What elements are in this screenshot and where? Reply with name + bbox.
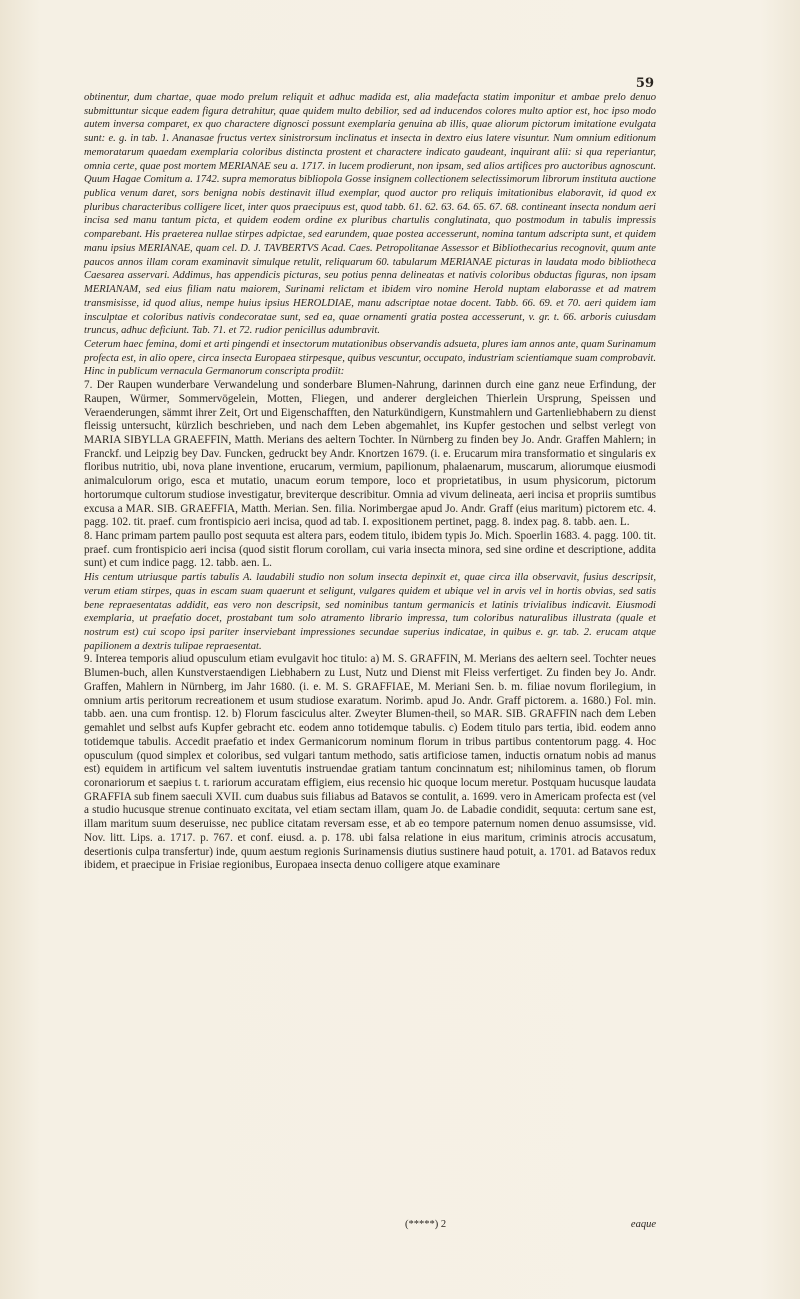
paragraph-6: 9. Interea temporis aliud opusculum etiam evulgavit hoc titulo: a) M. S. GRAFFIN, M. Merians des aeltern seel. Tochter neues Blumen-buch, allen Kunstverstaendigen Liebhabern zu Lust, Nutz und Dienst mit Fleiss verfertiget. Zu finden bey Jo. Andr. Graffen, Mahlern in Nürnberg, im Jahr 1680. (i. e. M. S. GRAFFIAE, M. Meriani Sen. b. m. filiae novum florilegium, in omnium artis peritorum recreationem et usum studiose exaratum. Norimb. apud Jo. Andr. Graff pictorem. a. 1680.) Fol. min. tabb. aen. una cum frontisp. 12. b) Florum fasciculus alter. Zweyter Blumen-theil, so MAR. SIB. GRAFFIN nach dem Leben gemahlet und selbst aufs Kupfer gebracht etc. eodem anno totidemque tabulis. c) Eodem titulo pars tertia, ibid. eodem anno totidemque tabulis. Accedit praefatio et index Germanicorum nominum florum in tribus partibus contentorum pagg. 4. Hoc opusculum (quod simplex et coloribus, sed vulgari tantum methodo, satis artificiose tamen, inductis ornatum nobis ad manus est) equidem in artificum vel saltem iuventutis instruendae gratiam tantum concinnatum est; nihilominus tamen, ob florum coronariorum et saepius t. t. rariorum accuratam effigiem, eius recensio hic quoque locum meretur. Postquam hucusque laudata GRAFFIA sub finem saeculi XVII. cum duabus suis filiabus ad Batavos se contulit, a. 1699. vero in Americam profecta est (vel a studio hucusque strenue continuato excitata, vel etiam sectam illam, quam Jo. de Labadie condidit, sequuta: certum sane est, illam maritum suum deseruisse, nec publice citatam reversam esse, et ab eo tempore paternum nomen denuo assumsisse, vid. Nov. litt. Lips. a. 1717. p. 767. et conf. eiusd. a. p. 178. ubi falsa relatione in eius maritum, criminis atrocis accusatum, desertionis culpa transfertur) inde, quum aestum regionis Surinamensis diutius sustinere haud potuit, a. 1701. ad Batavos redux ibidem, et praecipue in Frisiae regionibus, Europaea insecta denuo colligere atque examinare (84, 653, 656, 872)
paragraph-2: Ceterum haec femina, domi et arti pingendi et insectorum mutationibus observandis adsueta, plures iam annos ante, quam Surinamum profecta est, in alio opere, circa insecta Europaea stirpesque, quibus vescuntur, occupato, industriam scientiamque suam comprobavit. Hinc in publicum vernacula Germanorum conscripta prodiit: (84, 338, 656, 378)
body-text (84, 91, 656, 873)
page-number: 59 (635, 76, 654, 91)
signature-mark: (*****) 2 (405, 1219, 447, 1230)
paragraph-5: His centum utriusque partis tabulis A. laudabili studio non solum insecta depinxit et, quae circa illa observavit, fusius descripsit, verum etiam stirpes, quas in escam suam quaerunt et seligunt, vulgares quidem et ubique vel in arvis vel in hortis obvias, sed satis bene repraesentatas addidit, eas vero non descripsit, sed nominibus tantum germanicis et latinis trivialibus indicavit. Eiusmodi exemplaria, ut praefatio docet, prostabant tum solo atramento librario impressa, tum coloribus naturalibus illustrata (quale et nostrum est) cui scopo ipsi pariter inserviebant impressiones secundae superius indicatae, in quibus e. gr. tab. 2. erucam atque papilionem a dextris tulipae repraesentat. (84, 572, 656, 652)
paragraph-3: 7. Der Raupen wunderbare Verwandelung und sonderbare Blumen-Nahrung, darinnen durch eine ganz neue Erfindung, der Raupen, Würmer, Sommervögelein, Motten, Fliegen, und anderer dergleichen Thierlein Ursprung, Speissen und Veraenderungen, sämmt ihrer Zeit, Ort und Eigenschafften, den Naturkündigern, Kunstmahlern und Gartenliebhabern zu dienst fleissig untersucht, kürzlich beschrieben, und nach dem Leben abgemahlet, ins Kupfer gestochen und selbst verlegt von MARIA SIBYLLA GRAEFFIN, Matth. Merians des aeltern Tochter. In Nürnberg zu finden bey Jo. Andr. Graffen Mahlern; in Franckf. und Leipzig bey Dav. Funcken, gedruckt bey Andr. Knortzen 1679. (i. e. Erucarum mira transformatio et singularis ex floribus nutritio, ubi, nova plane inventione, erucarum, vermium, papilionum, phalaenarum, muscarum, aliorumque eiusmodi animalculorum origo, esca et mutatio, unacum eorum tempore, loco et proprietatibus, in usum physicorum, pictorum hortorumque cultorum studiose investigatur, breviterque describitur. Omnia ad vivum delineata, aeri incisa et propriis sumtibus excusa a MAR. SIB. GRAEFFIA, Matth. Merian. Sen. filia. Norimbergae apud Jo. Andr. Graff (eius maritum) pictorem etc. 4. pagg. 102. tit. praef. cum frontispicio aeri incisa, quod ad tab. I. expositionem pertinet, pagg. 8. index pag. 8. tabb. aen. L. (84, 379, 656, 529)
paragraph-1: obtinentur, dum chartae, quae modo prelum reliquit et adhuc madida est, alia madefacta statim imponitur et ambae prelo denuo submittuntur sicque eadem figura detrahitur, quae quidem multo debilior, sed ad inducendos colores multo aptior est, hoc ipso modo autem inversa comparet, ex quo charactere dignosci possunt exemplaria genuina ab illis, quae aliorum pictorum imitatione evulgata sunt: e. g. in tab. 1. Ananasae fructus vertex sinistrorsum inclinatus et insecta in dextro eius latere visuntur. Num omnium editionum memoratarum quaedam exemplaria coloribus distincta prostent et charactere indicato gaudeant, inquirant alii: si qua reperiantur, omnia certe, quae post mortem MERIANAE seu a. 1717. in lucem prodierunt, non ipsam, sed alios artifices pro auctoribus agnoscunt. Quum Hagae Comitum a. 1742. supra memoratus bibliopola Gosse insignem collectionem selectissimorum librorum instituta auctione publica venum daret, sors benigna nobis destinavit illud exemplar, quod auctor pro reliquis imitationibus elaboravit, id quod ex pluribus characteribus colligere licet, inter quos praecipuus est, quod tabb. 61. 62. 63. 64. 65. 67. 68. contineant insecta nondum aeri incisa sed manu tantum picta, et quidem eodem ordine ex pluribus chartulis conglutinata, quo postmodum in tabulis impressis comparebant. His praeterea nullae stirpes adpictae, sed earundem, quae postea accesserunt, nomina tantum adscripta sunt, et quidem manu ipsius MERIANAE, quam cel. D. J. TAVBERTVS Acad. Caes. Petropolitanae Assessor et Bibliothecarius recognovit, quum ante paucos annos illam coram examinavit simulque retulit, reliquarum 60. tabularum MERIANAE picturas in laudata modo bibliotheca Caesarea asservari. Addimus, has appendicis picturas, seu potius penna delineatas et nativis coloribus obductas figuras, non ipsam MERIANAM, sed eius filiam natu maiorem, Surinami relictam et ibidem viro nomine Herold nuptam elaborasse et ad matrem transmisisse, id quod alius, nempe huius ipsius HEROLDIAE, manu adscriptae notae docent. Tabb. 66. 69. et 70. aeri quidem iam insculptae et coloribus nativis condecoratae sunt, sed ea, quae ornamenti gratia postea accesserunt, v. gr. t. 66. arboris cuiusdam truncus, adhuc deficiunt. Tab. 71. et 72. rudior penicillus adumbravit. (84, 92, 656, 337)
paragraph-4: 8. Hanc primam partem paullo post sequuta est altera pars, eodem titulo, ibidem typis Jo. Mich. Spoerlin 1683. 4. pagg. 100. tit. praef. cum frontispicio aeri incisa (quod sistit florum corollam, cui varia insecta minora, sed sine ordine et descriptione, addita sunt) et cum indice pagg. 12. tabb. aen. L. (84, 530, 657, 570)
catchword: eaque (630, 1219, 656, 1230)
